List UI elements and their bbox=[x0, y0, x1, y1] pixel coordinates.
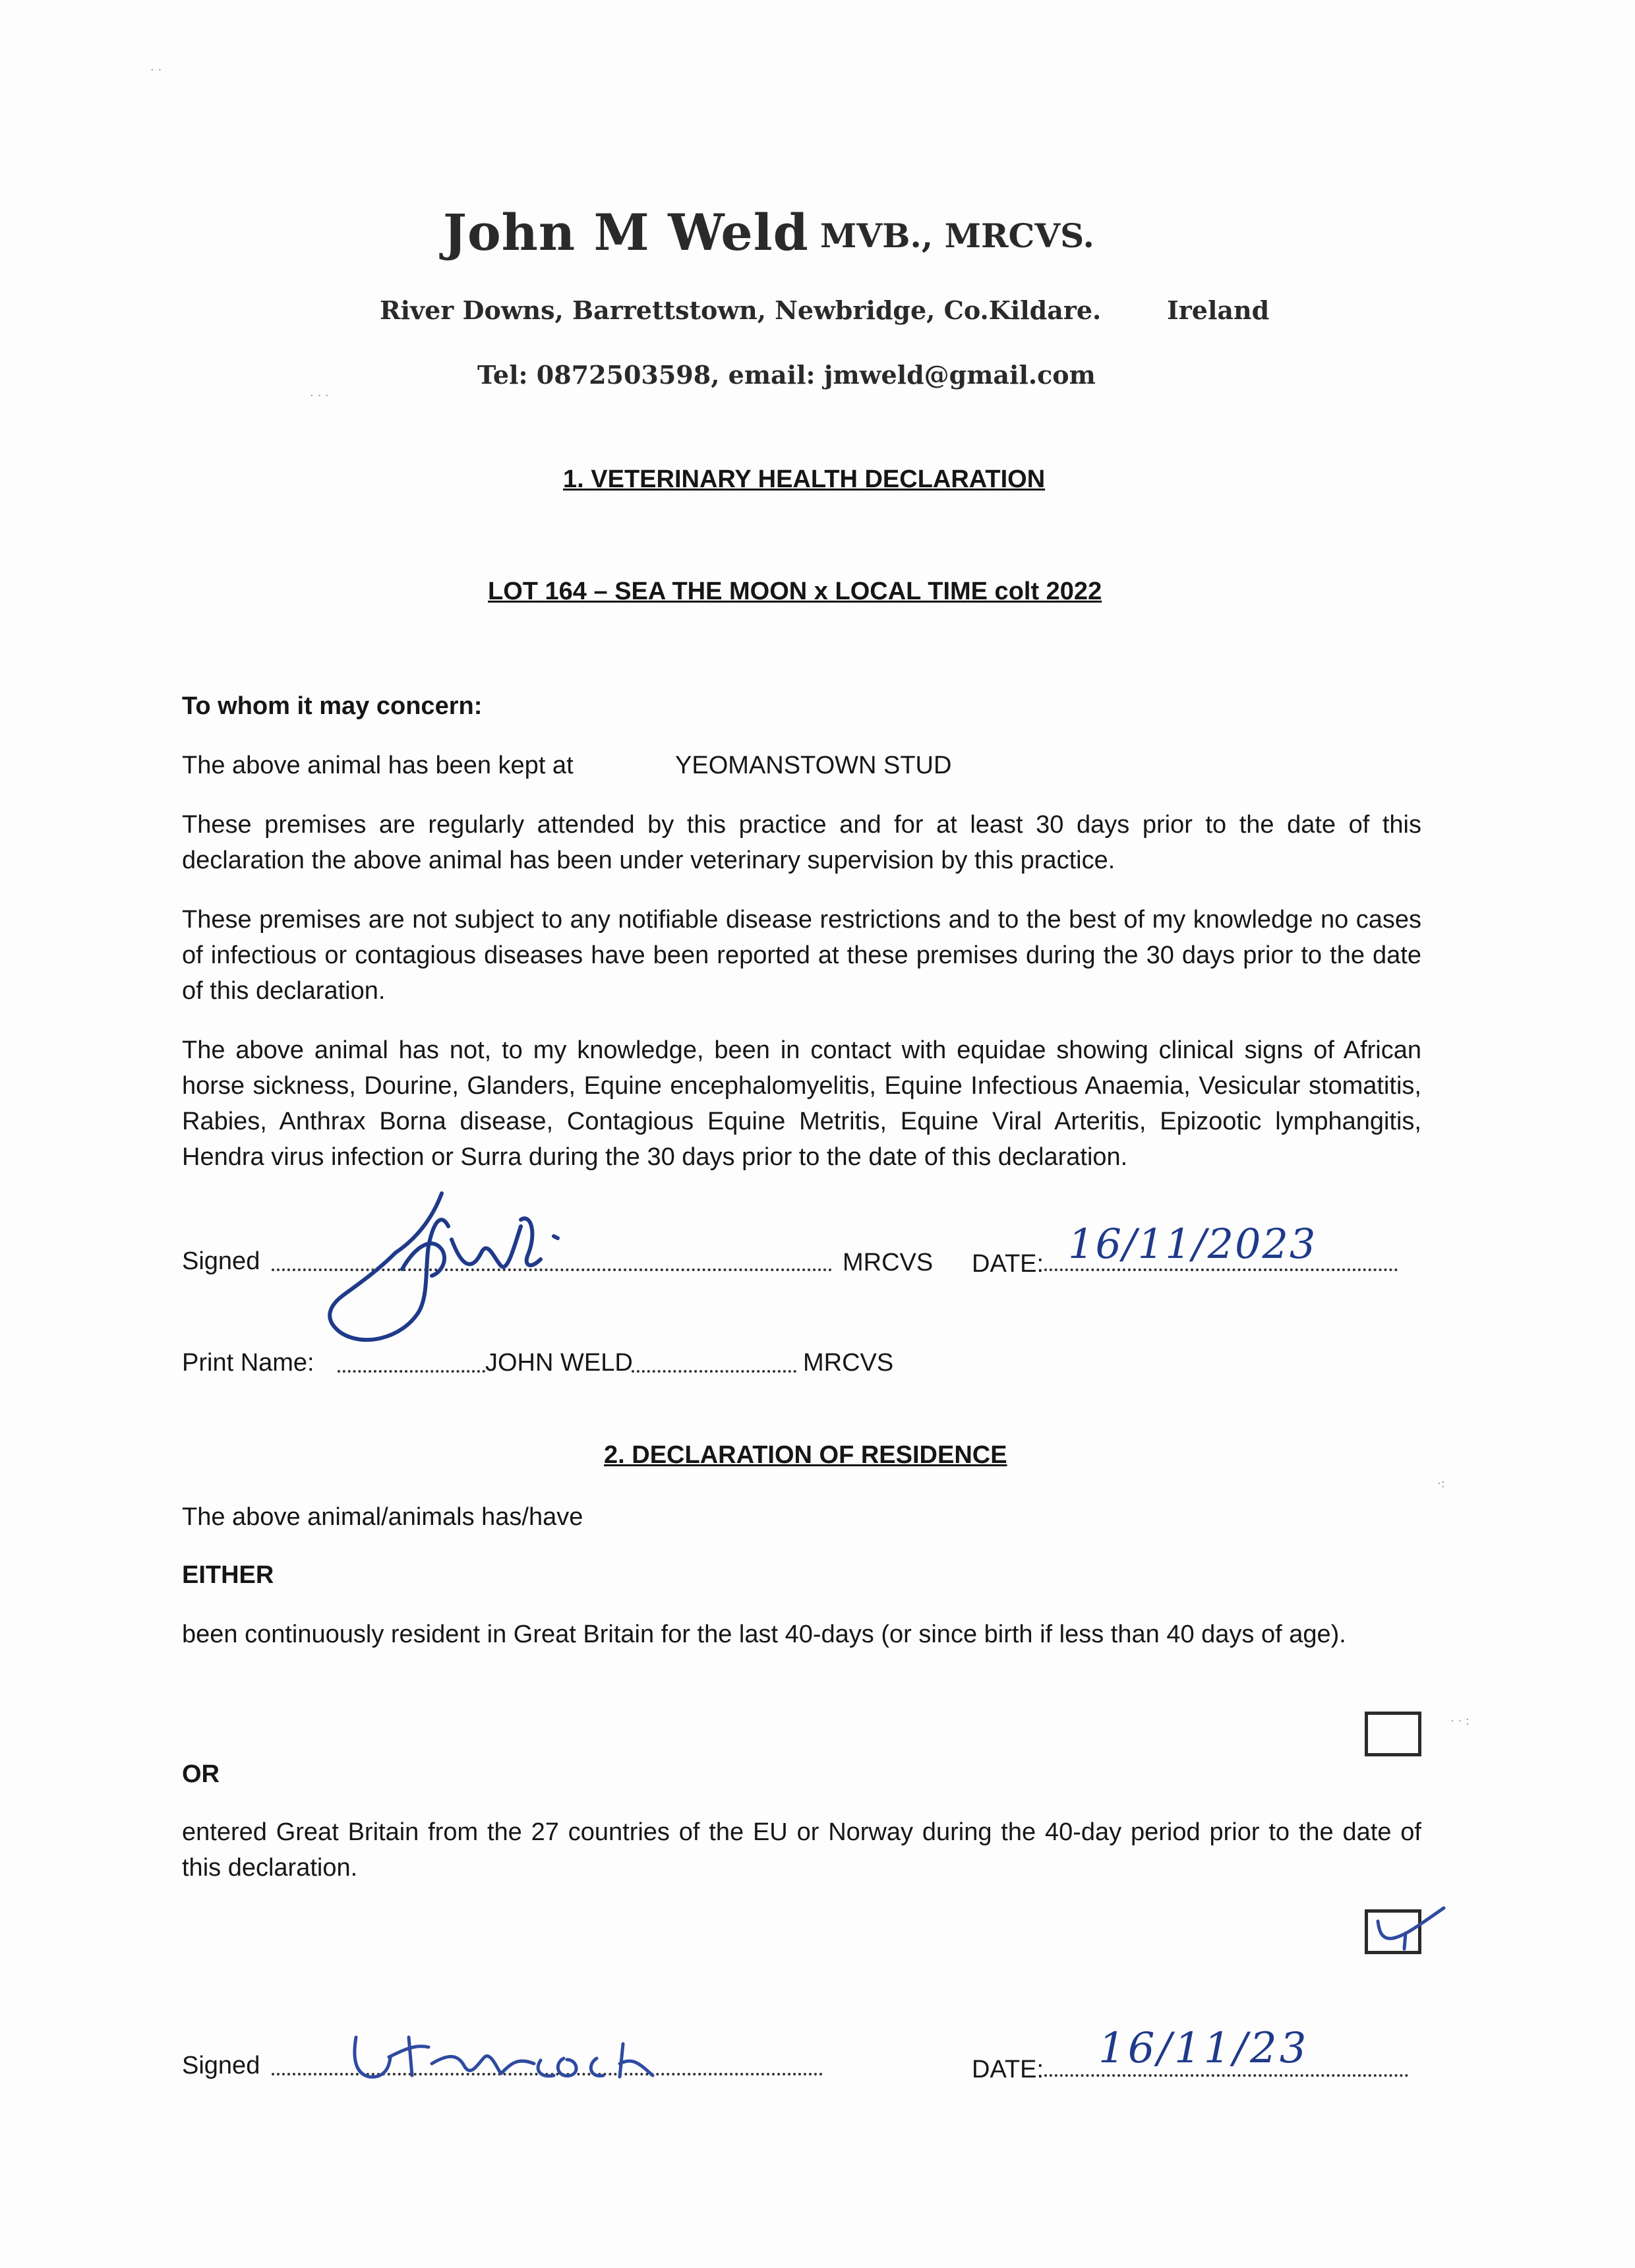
either-label: EITHER bbox=[182, 1561, 274, 1589]
or-label: OR bbox=[182, 1760, 220, 1788]
declarant-date-line[interactable] bbox=[1044, 2074, 1408, 2077]
scan-speck: · · : bbox=[1450, 1714, 1470, 1728]
section1-heading: 1. VETERINARY HEALTH DECLARATION bbox=[563, 465, 1046, 493]
declarant-date-label: DATE: bbox=[972, 2056, 1044, 2083]
vet-date-line[interactable] bbox=[1044, 1268, 1398, 1271]
practitioner-name: John M Weld bbox=[443, 203, 809, 262]
print-name-suffix: MRCVS bbox=[803, 1349, 894, 1377]
print-name-line-left bbox=[338, 1370, 485, 1373]
declarant-date-value: 16/11/23 bbox=[1098, 2024, 1309, 2073]
residence-option-2: entered Great Britain from the 27 countries of the EU or Norway during the 40-day period prior to the date of this declaration. bbox=[182, 1818, 1421, 1882]
practice-address: River Downs, Barrettstown, Newbridge, Co.Kildare. bbox=[380, 295, 1102, 325]
residence-option-1: been continuously resident in Great Britain for the last 40-days (or since birth if less than 40 days of age). bbox=[182, 1621, 1346, 1648]
supervision-paragraph: These premises are regularly attended by this practice and for at least 30 days prior to the date of this declaration the above animal has been under veterinary supervision by this practice. bbox=[182, 811, 1421, 874]
section2-heading: 2. DECLARATION OF RESIDENCE bbox=[604, 1441, 1007, 1469]
salutation: To whom it may concern: bbox=[182, 692, 483, 720]
lot-title: LOT 164 – SEA THE MOON x LOCAL TIME colt 2022 bbox=[488, 578, 1102, 605]
print-name-value: JOHN WELD bbox=[485, 1349, 633, 1377]
scan-speck: · · bbox=[150, 63, 162, 77]
declarant-signed-label: Signed bbox=[182, 2052, 260, 2079]
practice-country: Ireland bbox=[1167, 295, 1270, 325]
vet-signed-mrcvs: MRCVS bbox=[843, 1249, 934, 1276]
kept-at-value: YEOMANSTOWN STUD bbox=[675, 752, 952, 779]
option-2-checkmark bbox=[1366, 1899, 1452, 1958]
vet-signed-label: Signed bbox=[182, 1247, 260, 1275]
print-name-label: Print Name: bbox=[182, 1349, 314, 1377]
practitioner-qualifications: MVB., MRCVS. bbox=[820, 216, 1094, 255]
vet-date-label: DATE: bbox=[972, 1250, 1044, 1278]
disease-paragraph: These premises are not subject to any notifiable disease restrictions and to the best of my knowledge no cases of infectious or contagious diseases have been reported at these premises during the 30 days prior to the date of this declaration. bbox=[182, 906, 1421, 1005]
scan-speck: ·: bbox=[1437, 1477, 1445, 1491]
residence-intro: The above animal/animals has/have bbox=[182, 1503, 583, 1531]
kept-at-label: The above animal has been kept at bbox=[182, 752, 574, 779]
scan-speck: · · · bbox=[310, 389, 329, 403]
vet-signature bbox=[303, 1174, 607, 1358]
option-1-checkbox[interactable] bbox=[1365, 1712, 1421, 1756]
vet-date-value: 16/11/2023 bbox=[1068, 1220, 1317, 1268]
declarant-signature bbox=[343, 2017, 725, 2090]
print-name-line-right bbox=[632, 1370, 796, 1373]
practice-contact: Tel: 0872503598, email: jmweld@gmail.com bbox=[477, 360, 1096, 390]
contact-paragraph: The above animal has not, to my knowledge, been in contact with equidae showing clinical signs of African horse sickness, Dourine, Glanders, Equine encephalomyelitis, Equine Infectious Anaemia, Vesicular stomatitis, Rabies, Anthrax Borna disease, Contagious Equine Metritis, Equine Viral Arteritis, Epizootic lymphangitis, Hendra virus infection or Surra during the 30 days prior to the date of this declaration. bbox=[182, 1036, 1421, 1171]
